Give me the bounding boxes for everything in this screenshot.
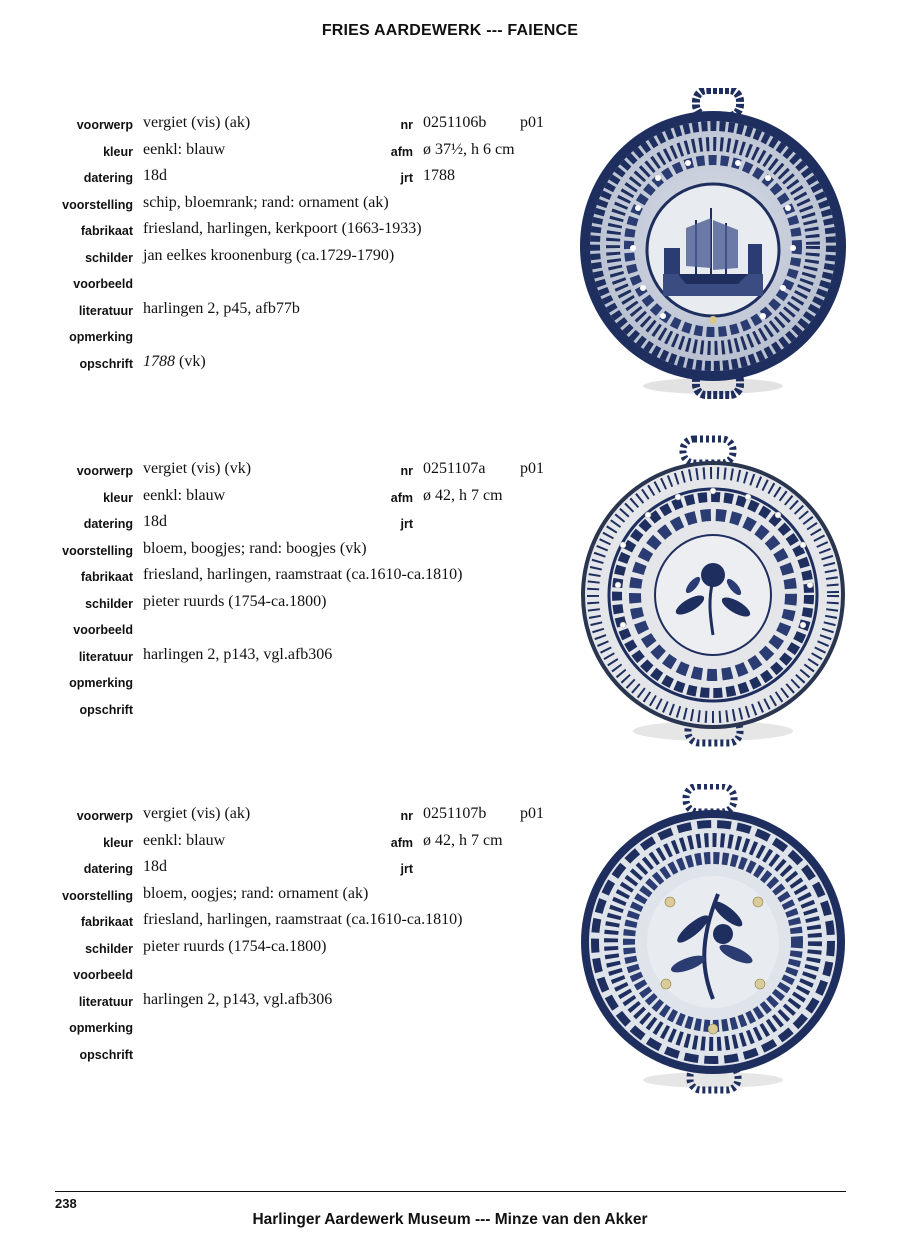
value-page: p01 bbox=[520, 114, 544, 131]
label-opschrift: opschrift bbox=[79, 356, 133, 371]
label-afm: afm bbox=[390, 490, 413, 505]
value-datering: 18d bbox=[143, 858, 167, 875]
page-header: FRIES AARDEWERK --- FAIENCE bbox=[321, 22, 579, 39]
label-datering: datering bbox=[83, 171, 133, 185]
value-literatuur: harlingen 2, p143, vgl.afb306 bbox=[143, 990, 333, 1008]
label-literatuur: literatuur bbox=[78, 303, 133, 318]
value-voorstelling: schip, bloemrank; rand: ornament (ak) bbox=[143, 193, 389, 211]
page-number: 238 bbox=[55, 1196, 77, 1211]
value-voorstelling: bloem, boogjes; rand: boogjes (vk) bbox=[143, 539, 367, 557]
value-opschrift bbox=[143, 353, 206, 371]
value-schilder: pieter ruurds (1754-ca.1800) bbox=[143, 937, 327, 955]
value-schilder: jan eelkes kroonenburg (ca.1729-1790) bbox=[143, 246, 395, 264]
opschrift-rest: (vk) bbox=[175, 352, 206, 370]
label-datering: datering bbox=[83, 862, 133, 876]
label-opschrift: opschrift bbox=[79, 1047, 133, 1062]
label-opschrift: opschrift bbox=[79, 702, 133, 717]
value-page: p01 bbox=[520, 460, 544, 477]
label-voorwerp: voorwerp bbox=[76, 809, 133, 823]
label-literatuur: literatuur bbox=[78, 649, 133, 664]
value-afm: ø 37½, h 6 cm bbox=[423, 140, 515, 158]
label-voorstelling: voorstelling bbox=[62, 543, 133, 558]
label-opmerking: opmerking bbox=[69, 330, 133, 344]
strainer-image-flower-eyes bbox=[578, 784, 848, 1104]
value-voorstelling: bloem, oogjes; rand: ornament (ak) bbox=[143, 884, 369, 902]
label-voorstelling: voorstelling bbox=[62, 888, 133, 903]
strainer-image-flower-arches bbox=[578, 435, 848, 755]
value-page: p01 bbox=[520, 805, 544, 822]
label-fabrikaat: fabrikaat bbox=[80, 224, 133, 238]
label-voorwerp: voorwerp bbox=[76, 118, 133, 132]
label-nr: nr bbox=[400, 809, 413, 823]
label-voorstelling: voorstelling bbox=[62, 197, 133, 212]
label-jrt: jrt bbox=[400, 517, 413, 531]
catalog-entry-1 bbox=[0, 113, 900, 443]
value-fabrikaat: friesland, harlingen, raamstraat (ca.1610-ca.1810) bbox=[143, 566, 463, 583]
label-kleur: kleur bbox=[103, 144, 133, 159]
label-datering: datering bbox=[83, 517, 133, 531]
label-schilder: schilder bbox=[85, 596, 133, 611]
label-schilder: schilder bbox=[85, 250, 133, 265]
value-kleur: eenkl: blauw bbox=[143, 140, 226, 158]
label-voorbeeld: voorbeeld bbox=[73, 968, 133, 982]
value-afm: ø 42, h 7 cm bbox=[423, 831, 503, 849]
label-literatuur: literatuur bbox=[78, 994, 133, 1009]
value-datering: 18d bbox=[143, 513, 167, 530]
value-fabrikaat: friesland, harlingen, raamstraat (ca.1610-ca.1810) bbox=[143, 911, 463, 928]
label-kleur: kleur bbox=[103, 835, 133, 850]
value-voorwerp: vergiet (vis) (vk) bbox=[143, 460, 252, 477]
value-kleur: eenkl: blauw bbox=[143, 831, 226, 849]
value-kleur: eenkl: blauw bbox=[143, 486, 226, 504]
footer-rule bbox=[55, 1191, 846, 1192]
value-fabrikaat: friesland, harlingen, kerkpoort (1663-1933) bbox=[143, 220, 422, 237]
label-nr: nr bbox=[400, 464, 413, 478]
label-afm: afm bbox=[390, 835, 413, 850]
opschrift-italic: 1788 bbox=[143, 352, 175, 370]
value-afm: ø 42, h 7 cm bbox=[423, 486, 503, 504]
value-voorwerp: vergiet (vis) (ak) bbox=[143, 114, 251, 131]
catalog-entry-2 bbox=[0, 459, 900, 789]
label-voorwerp: voorwerp bbox=[76, 464, 133, 478]
label-voorbeeld: voorbeeld bbox=[73, 277, 133, 291]
label-fabrikaat: fabrikaat bbox=[80, 915, 133, 929]
value-schilder: pieter ruurds (1754-ca.1800) bbox=[143, 592, 327, 610]
catalog-entry-3 bbox=[0, 804, 900, 1134]
label-voorbeeld: voorbeeld bbox=[73, 623, 133, 637]
page-footer: Harlinger Aardewerk Museum --- Minze van den Akker bbox=[252, 1211, 648, 1228]
value-nr: 0251107a bbox=[423, 460, 486, 477]
label-fabrikaat: fabrikaat bbox=[80, 570, 133, 584]
value-literatuur: harlingen 2, p143, vgl.afb306 bbox=[143, 645, 333, 663]
label-nr: nr bbox=[400, 118, 413, 132]
value-voorwerp: vergiet (vis) (ak) bbox=[143, 805, 251, 822]
label-jrt: jrt bbox=[400, 862, 413, 876]
label-schilder: schilder bbox=[85, 941, 133, 956]
label-jrt: jrt bbox=[400, 171, 413, 185]
value-jrt: 1788 bbox=[423, 167, 455, 184]
label-afm: afm bbox=[390, 144, 413, 159]
label-opmerking: opmerking bbox=[69, 1021, 133, 1035]
label-opmerking: opmerking bbox=[69, 676, 133, 690]
value-nr: 0251106b bbox=[423, 114, 487, 131]
value-literatuur: harlingen 2, p45, afb77b bbox=[143, 299, 300, 317]
value-nr: 0251107b bbox=[423, 805, 487, 822]
strainer-image-ship bbox=[578, 88, 848, 408]
value-datering: 18d bbox=[143, 167, 167, 184]
label-kleur: kleur bbox=[103, 490, 133, 505]
